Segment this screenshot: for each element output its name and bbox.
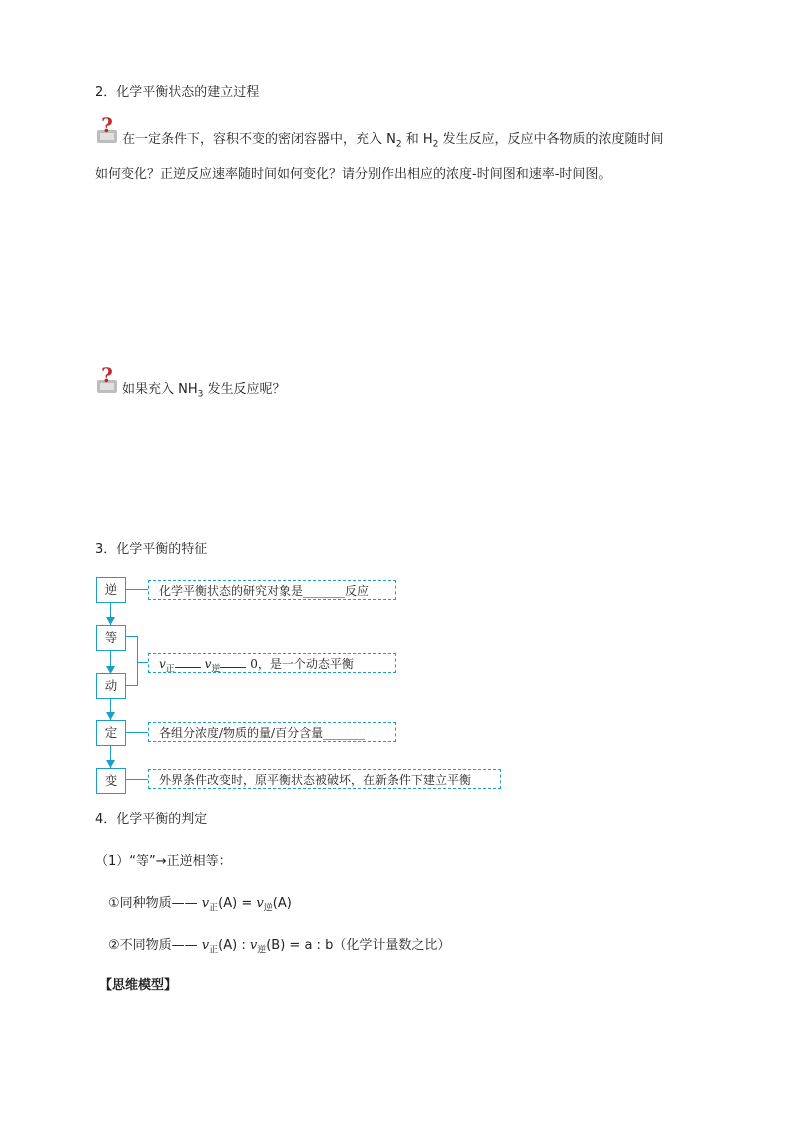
section-4-heading: 4．化学平衡的判定 <box>95 812 208 827</box>
feature-label-ding: 定 <box>96 720 126 746</box>
feature-label-bian: 变 <box>96 768 126 794</box>
feature-desc-bian: 外界条件改变时，原平衡状态被破坏，在新条件下建立平衡 <box>148 769 501 789</box>
feature-label-dong: 动 <box>96 673 126 699</box>
question-icon <box>95 366 119 394</box>
question-1-line-2: 如何变化？正逆反应速率随时间如何变化？请分别作出相应的浓度-时间图和速率-时间图。 <box>95 167 612 182</box>
criterion-same-substance: ①同种物质—— $v_正(A) = v_逆(A)$ <box>108 896 292 914</box>
section-3-heading: 3．化学平衡的特征 <box>95 542 208 557</box>
feature-desc-ni: 化学平衡状态的研究对象是_______反应 <box>148 580 396 600</box>
thinking-model-heading: 【思维模型】 <box>99 978 178 993</box>
feature-desc-deng-dong: $v_正$ $v_逆$ 0，是一个动态平衡 <box>148 653 396 673</box>
feature-label-deng: 等 <box>96 625 126 651</box>
question-2: 如果充入 $NH_3$ 发生反应呢？ <box>122 382 286 400</box>
section-2-heading: 2．化学平衡状态的建立过程 <box>95 85 260 100</box>
question-icon <box>95 116 119 144</box>
arrow-down-icon <box>106 712 115 720</box>
criterion-different-substance: ②不同物质—— $v_正(A)$ : $v_逆(B) = a$ : b（化学计量数之比） <box>108 938 451 956</box>
feature-label-ni: 逆 <box>96 577 126 603</box>
arrow-down-icon <box>106 760 115 768</box>
arrow-down-icon <box>106 617 115 625</box>
criterion-equal: （1）“等”→正逆相等： <box>95 854 232 869</box>
feature-desc-ding: 各组分浓度/物质的量/百分含量_______ <box>148 722 396 742</box>
svg-text:?: ? <box>101 116 113 137</box>
svg-text:?: ? <box>101 366 113 387</box>
question-1-line-1: 在一定条件下，容积不变的密闭容器中，充入 $N_2$ 和 $H_2$ 发生反应，反应中各物质的浓度随时间 <box>122 132 664 150</box>
